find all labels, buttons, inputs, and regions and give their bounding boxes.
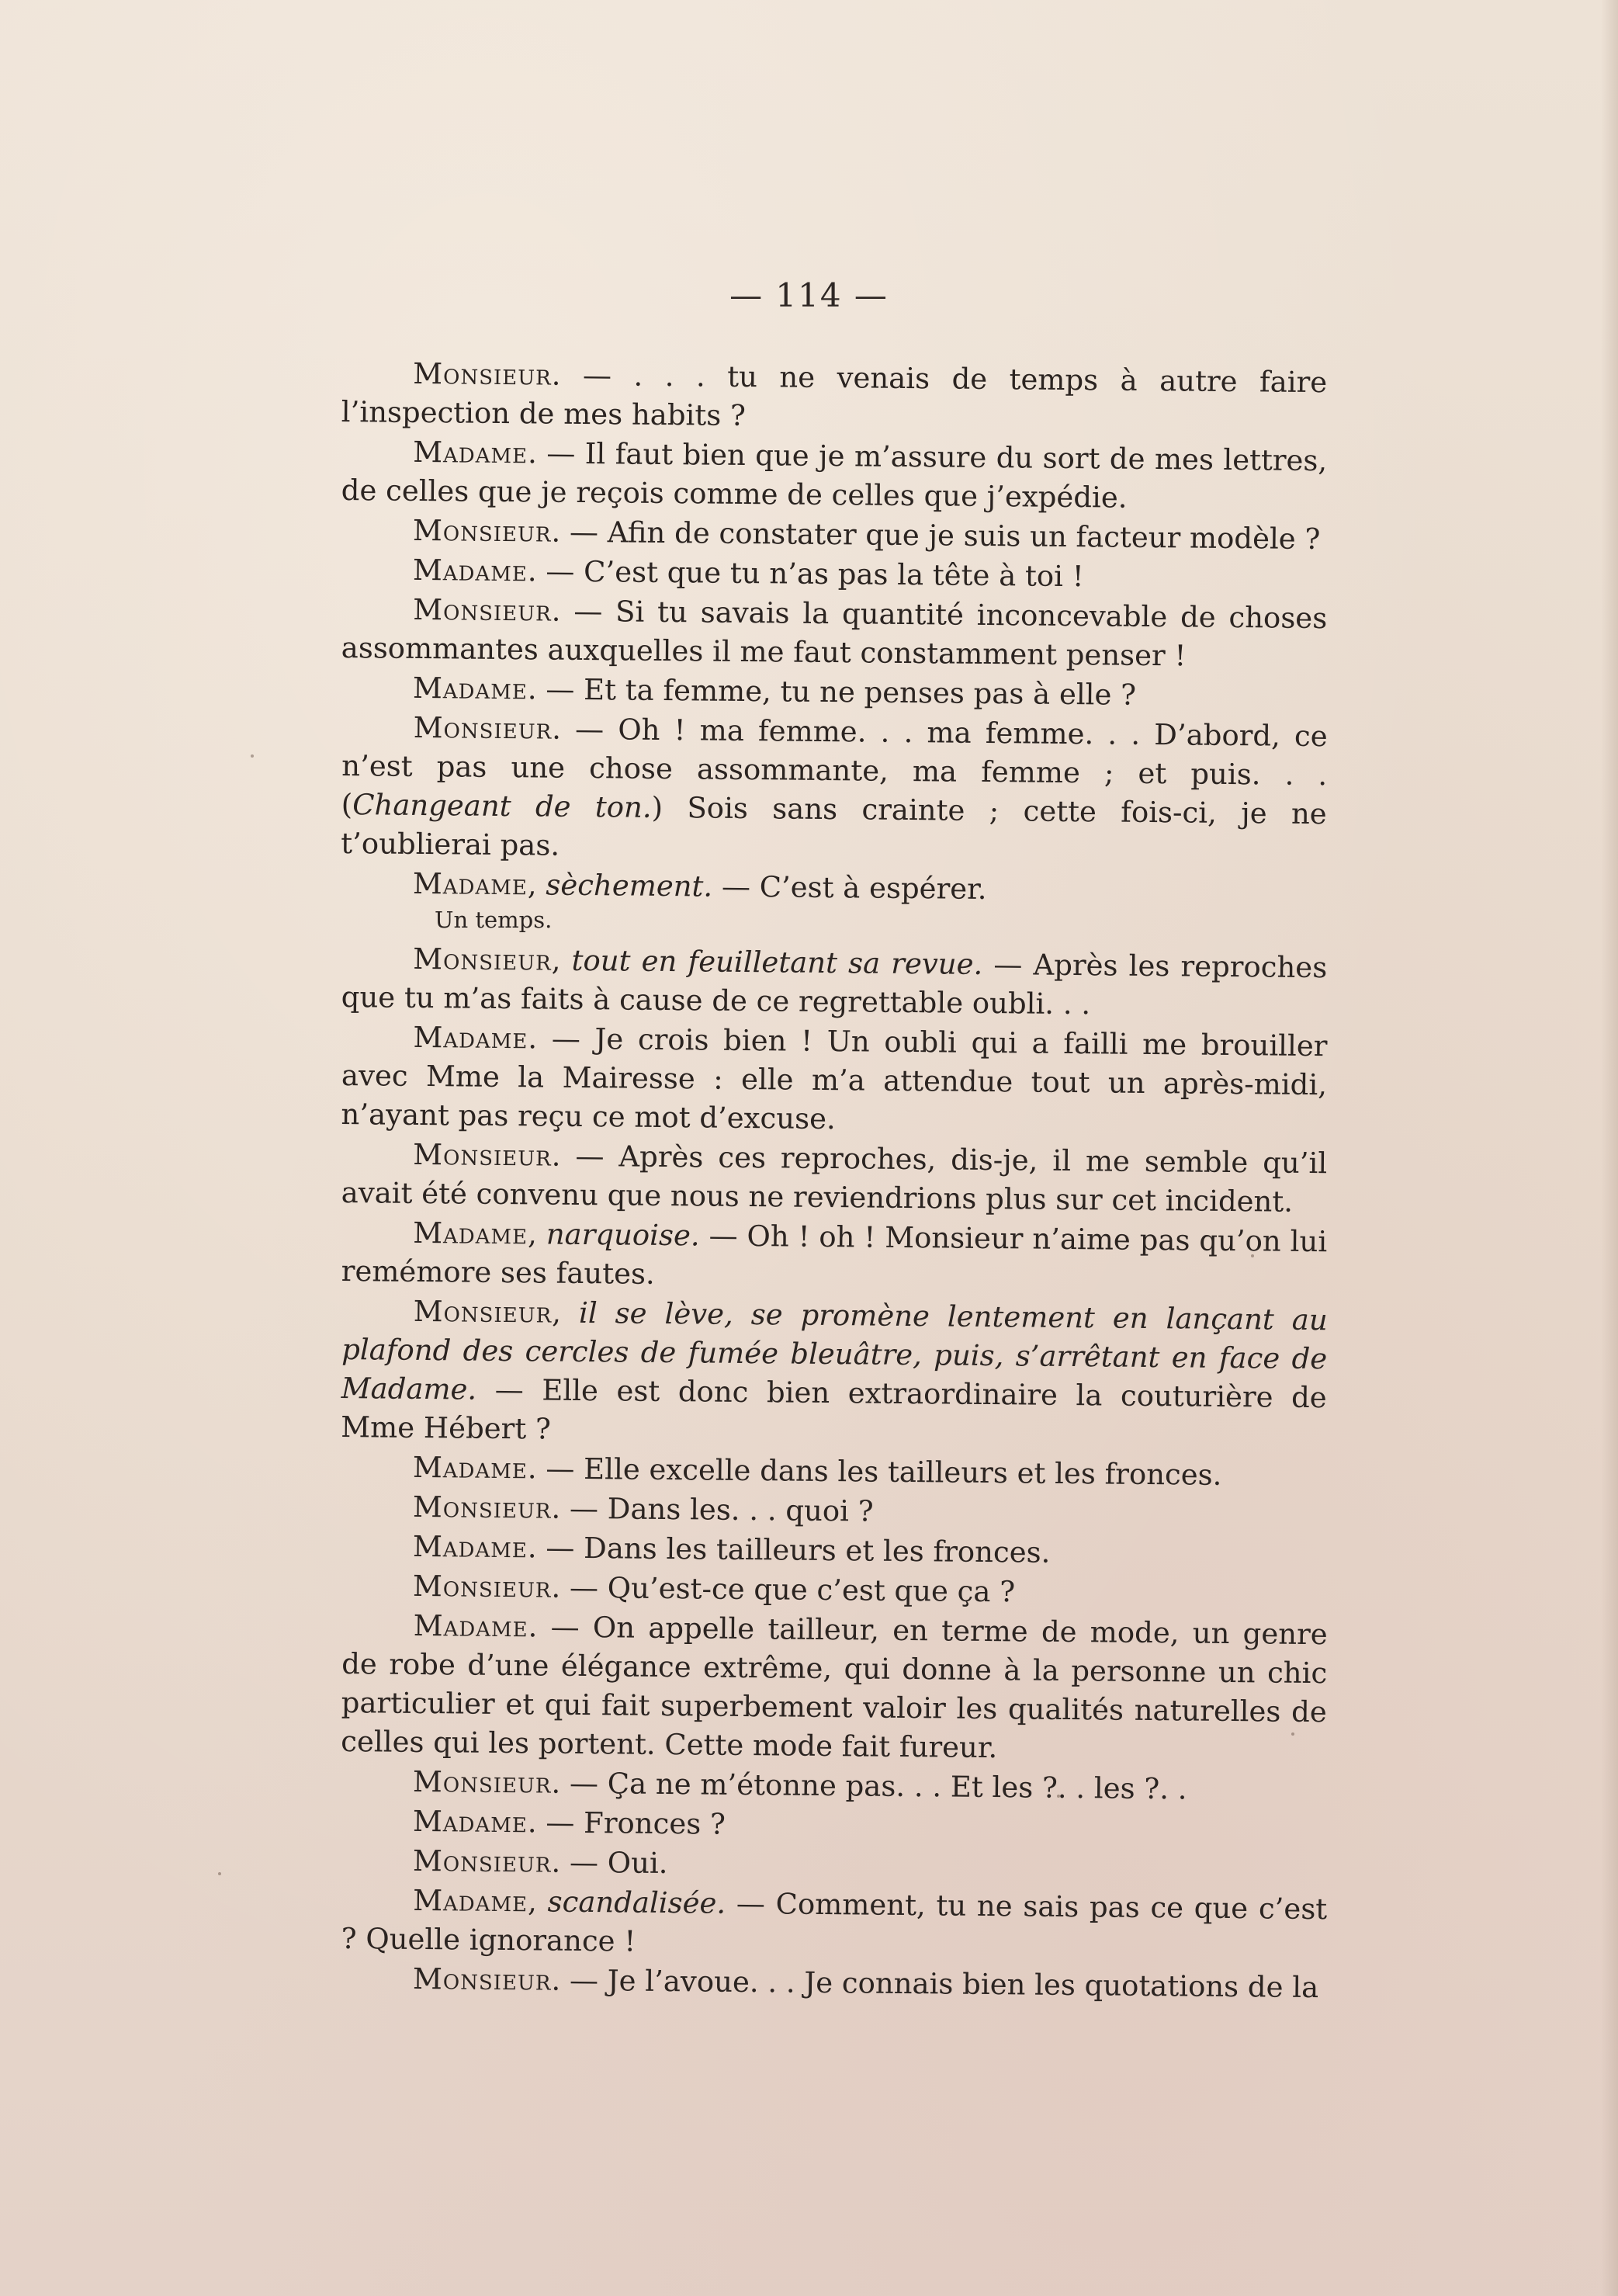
speech-text: . — Fronces ? [527,1805,726,1841]
speech-text: . — Dans les. . . quoi ? [551,1491,874,1528]
speech-text: . — Je crois bien ! Un oubli qui a failli me brouiller avec Mme la Mairesse : elle m’a attendue tout un après-midi, n’ayant pas reçu ce mot d’excuse. [341,1021,1328,1136]
speech-text: . — On appelle tailleur, en terme de mode, un genre de robe d’une élégance extrême, qui donne à la personne un chic particulier et qui fait superbement valoir les qualités naturelles de celles qui les portent. Cette mode fait fureur. [341,1610,1328,1765]
speech-text: — C’est à espérer. [712,869,987,906]
dialogue-paragraph [341,354,1328,441]
speaker-name: Monsieur [413,1294,553,1330]
dialogue-paragraph [341,432,1328,519]
speaker-name: Madame [413,1608,528,1644]
speaker-name: Madame [412,1529,528,1565]
stage-direction: sèchement. [546,868,713,903]
page-number: — 114 — [729,276,889,314]
speech-text: . — Elle excelle dans les tailleurs et les fronces. [527,1451,1222,1492]
speech-text: — Comment, tu ne sais pas ce que c’est ? Quelle ignorance ! [341,1886,1328,1958]
speaker-name: Monsieur [413,942,552,977]
paper-speck [251,754,254,758]
stage-direction: Changeant de ton. [352,788,652,824]
stage-direction: tout en feuilletant sa revue. [571,943,983,981]
speech-text: . — Ça ne m’étonne pas. . . Et les ?. . les ?. . [551,1766,1187,1806]
dialogue-paragraph: Madame, sèchement. — C’est à espérer. [412,866,987,906]
speaker-name: Monsieur [412,513,552,549]
dialogue-paragraph: Monsieur, il se lève, se promène lentement en lançant au plafond des cercles de fumée bleuâtre, puis, s’arrêtant en face de Madame. — Elle est donc bien extraordinaire la couturière de Mme Hébert ? [341,1294,1328,1446]
dialogue-paragraph [341,590,1328,677]
paper-speck [1057,1795,1060,1798]
speech-text: . — Oui. [551,1845,668,1881]
speaker-name: Monsieur [413,710,553,746]
speech-text: . — Je l’avoue. . . Je connais bien les quotations de la [551,1963,1319,2005]
speaker-name: Monsieur [412,1764,552,1800]
speaker-name: Monsieur [412,1961,552,1997]
paper-speck [1291,1732,1294,1736]
speaker-name: Madame [413,435,528,470]
speaker-name: Madame [412,1804,528,1840]
speech-text: . — C’est que tu n’as pas la tête à toi ! [527,554,1084,594]
dialogue-paragraph: Madame, scandalisée. — Comment, tu ne sais pas ce que c’est ? Quelle ignorance ! [341,1883,1328,1958]
speech-text: . — Il faut bien que je m’assure du sort de mes lettres, de celles que je reçois comme de celles que j’expédie. [341,436,1328,515]
page-edge-shadow [1601,0,1618,2296]
stage-direction: narquoise. [546,1217,700,1253]
speaker-name: Monsieur [413,356,552,392]
stage-direction: il se lève, se promène lentement en lançant au plafond des cercles de fumée bleuâtre, puis, s’arrêtant en face de Madame. [341,1295,1328,1406]
dialogue-paragraph: Madame, narquoise. — Oh ! oh ! Monsieur n’aime pas qu’on lui remémore ses fautes. [341,1216,1328,1291]
speaker-name: Madame [412,671,528,706]
speech-text: . — Oh ! ma femme. . . ma femme. . . D’abord, ce n’est pas une chose assommante, ma femme ; et puis. . . ( [341,712,1328,822]
speaker-name: Madame [412,1450,528,1486]
speech-text: — Elle est donc bien extraordinaire la couturière de Mme Hébert ? [341,1372,1327,1446]
speaker-name: Monsieur [412,1569,552,1604]
speech-text: — Oh ! oh ! Monsieur n’aime pas qu’on lui remémore ses fautes. [341,1219,1328,1291]
speaker-name: Madame [412,553,528,588]
speaker-name: Monsieur [413,592,552,628]
dialogue-text [341,354,1328,2005]
dialogue-paragraph: Monsieur, tout en feuilletant sa revue. — Après les reproches que tu m’as faits à cause de ce regrettable oubli. . . [341,942,1328,1021]
speech-text: ) Sois sans crainte ; cette fois-ci, je ne t’oublierai pas. [341,790,1327,862]
speaker-name: Madame [412,866,528,902]
dialogue-paragraph [341,708,1328,872]
speaker-name: Monsieur [412,1490,552,1525]
speech-text: . — Et ta femme, tu ne penses pas à elle ? [527,672,1137,712]
speaker-name: Monsieur [412,1843,552,1879]
speech-text: . — Si tu savais la quantité inconcevable de choses assommantes auxquelles il me faut constamment penser ! [341,594,1328,673]
dialogue-paragraph [341,1018,1327,1143]
speaker-name: Madame [413,1216,528,1251]
speech-text: . — Afin de constater que je suis un facteur modèle ? [551,515,1321,557]
speaker-name: Madame [413,1883,528,1919]
speech-text: . — Après ces reproches, dis-je, il me semble qu’il avait été convenu que nous ne reviendrions plus sur cet incident. [341,1139,1328,1219]
paper-speck [218,1872,221,1875]
speech-text: . — . . . tu ne venais de temps à autre faire l’inspection de mes habits ? [341,358,1328,432]
paper-speck [1251,1254,1254,1257]
speech-text: . — Dans les tailleurs et les fronces. [527,1531,1051,1569]
stage-note: Un temps. [435,907,553,933]
speech-text: . — Qu’est-ce que c’est que ça ? [551,1570,1016,1609]
stage-direction: scandalisée. [547,1885,726,1920]
dialogue-paragraph [341,1135,1328,1222]
speech-text: — Après les reproches que tu m’as faits à cause de ce regrettable oubli. . . [341,947,1328,1021]
speaker-name: Monsieur [413,1137,552,1173]
speaker-name: Madame [413,1020,528,1056]
dialogue-paragraph [341,1606,1328,1771]
